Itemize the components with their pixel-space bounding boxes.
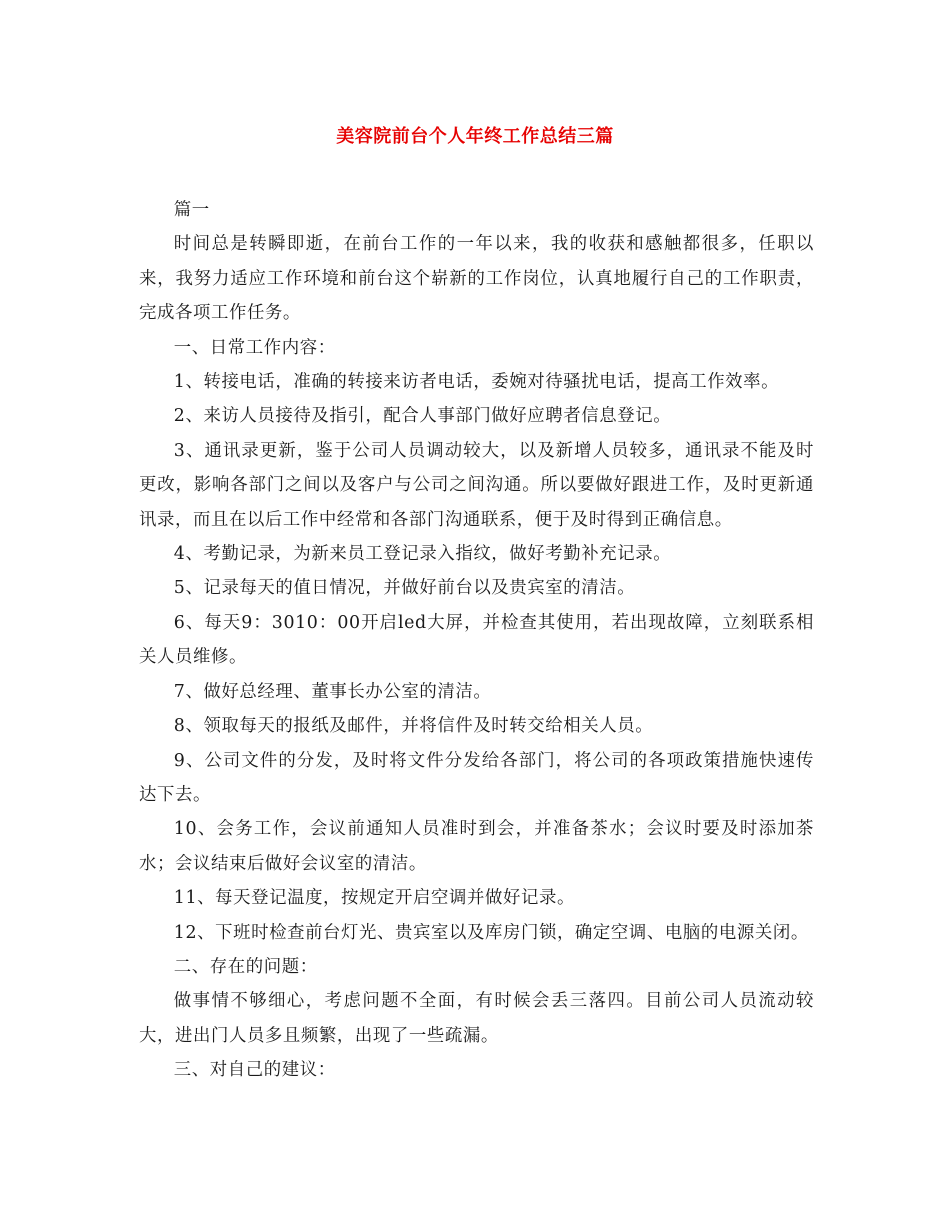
section-heading-suggestions: 三、对自己的建议： bbox=[173, 1060, 336, 1081]
problems-paragraph: 做事情不够细心，考虑问题不全面，有时候会丢三落四。目前公司人员流动较大，进出门人员多且频繁，出现了一些疏漏。 bbox=[139, 991, 814, 1046]
list-item: 8、领取每天的报纸及邮件，并将信件及时转交给相关人员。 bbox=[173, 716, 654, 737]
list-item: 3、通讯录更新，鉴于公司人员调动较大，以及新增人员较多，通讯录不能及时更改，影响各部门之间以及客户与公司之间沟通。所以要做好跟进工作，及时更新通讯录，而且在以后工作中经常和各部门沟通联系，便于及时得到正确信息。 bbox=[139, 440, 814, 530]
section-heading-part-one: 篇一 bbox=[173, 200, 210, 220]
list-item: 12、下班时检查前台灯光、贵宾室以及库房门锁，确定空调、电脑的电源关闭。 bbox=[173, 922, 809, 943]
list-item: 6、每天9：3010：00开启led大屏，并检查其使用，若出现故障，立刻联系相关人员维修。 bbox=[139, 612, 814, 668]
list-item: 2、来访人员接待及指引，配合人事部门做好应聘者信息登记。 bbox=[173, 406, 672, 427]
list-item: 5、记录每天的值日情况，并做好前台以及贵宾室的清洁。 bbox=[173, 578, 636, 599]
section-heading-problems: 二、存在的问题： bbox=[173, 956, 318, 977]
intro-paragraph: 时间总是转瞬即逝，在前台工作的一年以来，我的收获和感触都很多，任职以来，我努力适应工作环境和前台这个崭新的工作岗位，认真地履行自己的工作职责，完成各项工作任务。 bbox=[139, 234, 814, 324]
list-item: 10、会务工作，会议前通知人员准时到会，并准备茶水；会议时要及时添加茶水；会议结束后做好会议室的清洁。 bbox=[139, 819, 814, 874]
document-title: 美容院前台个人年终工作总结三篇 bbox=[336, 126, 614, 147]
list-item: 7、做好总经理、董事长办公室的清洁。 bbox=[173, 681, 492, 702]
document-body bbox=[139, 193, 814, 1088]
list-item: 9、公司文件的分发，及时将文件分发给各部门，将公司的各项政策措施快速传达下去。 bbox=[139, 750, 814, 805]
list-item: 1、转接电话，准确的转接来访者电话，委婉对待骚扰电话，提高工作效率。 bbox=[173, 372, 780, 393]
list-item: 4、考勤记录，为新来员工登记录入指纹，做好考勤补充记录。 bbox=[173, 544, 672, 565]
list-item: 11、每天登记温度，按规定开启空调并做好记录。 bbox=[173, 888, 575, 909]
section-heading-daily-work: 一、日常工作内容： bbox=[173, 337, 336, 358]
